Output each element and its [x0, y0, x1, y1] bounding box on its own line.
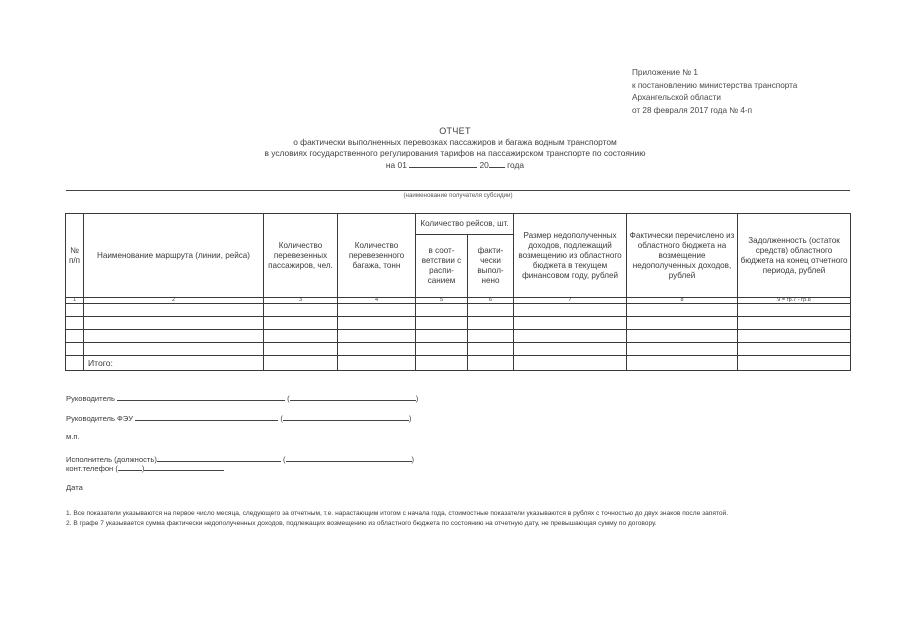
col-number-7: 7	[514, 298, 627, 304]
signature-head-fzu	[66, 413, 411, 423]
table-cell[interactable]	[514, 317, 627, 330]
table-cell[interactable]	[627, 356, 738, 371]
table-cell[interactable]	[338, 317, 416, 330]
footnotes	[66, 509, 846, 529]
report-date-year-prefix: 20	[479, 160, 489, 170]
table-cell[interactable]	[416, 330, 468, 343]
signature-head-line[interactable]	[117, 393, 285, 401]
col-header-lost-income: Размер недополученных доходов, подлежащий возмещению из областного бюджета в текущем финансовом году, рублей	[514, 214, 627, 298]
paren-close: )	[141, 464, 145, 473]
col-number-8: 8	[627, 298, 738, 304]
col-header-route: Наименование маршрута (линии, рейса)	[84, 214, 264, 298]
table-cell[interactable]	[66, 317, 84, 330]
report-date-prefix: на 01	[385, 160, 407, 170]
col-number-1: 1	[66, 298, 84, 304]
table-cell[interactable]	[627, 317, 738, 330]
report-title-line-2: в условиях государственного регулирования тарифов на пассажирском транспорте по состоянию	[264, 148, 646, 158]
table-cell[interactable]	[416, 343, 468, 356]
table-total-row	[66, 356, 851, 371]
table-cell[interactable]	[514, 330, 627, 343]
report-date-line	[150, 159, 760, 171]
col-number-9: 9 = гр.7 - гр.8	[738, 298, 851, 304]
table-cell[interactable]	[627, 304, 738, 317]
date-label: Дата	[66, 483, 83, 492]
table-cell[interactable]	[66, 304, 84, 317]
appendix-line-4: от 28 февраля 2017 года № 4-п	[632, 105, 753, 115]
phone-code-line[interactable]	[118, 463, 142, 471]
col-header-baggage: Количество перевезенного багажа, тонн	[338, 214, 416, 298]
table-row	[66, 343, 851, 356]
paren-open: (	[282, 455, 286, 464]
table-row	[66, 330, 851, 343]
table-cell[interactable]	[84, 343, 264, 356]
footnote-1: 1. Все показатели указываются на первое число месяца, следующего за отчетным, т.е. нарастающим итогом с начала года, стоимостные показатели указываются в рублях с точностью до двух знаков после запятой.	[66, 510, 729, 517]
report-table	[65, 213, 851, 371]
table-cell[interactable]	[627, 330, 738, 343]
table-cell[interactable]	[468, 356, 514, 371]
signature-head-label: Руководитель	[66, 394, 115, 403]
appendix-line-2: к постановлению министерства транспорта	[632, 80, 798, 90]
appendix-line-3: Архангельской области	[632, 93, 721, 103]
table-cell[interactable]	[514, 356, 627, 371]
appendix-reference	[632, 67, 797, 117]
col-header-debt: Задолженность (остаток средств) областного бюджета на конец отчетного периода, рублей	[738, 214, 851, 298]
signature-executor-name-line[interactable]	[286, 454, 412, 462]
recipient-line[interactable]	[66, 190, 850, 191]
table-cell[interactable]	[264, 330, 338, 343]
col-header-trips-scheduled: в соот-ветствии с распи-санием	[416, 235, 468, 298]
signature-executor-label: Исполнитель (должность)	[66, 455, 157, 464]
table-cell[interactable]	[84, 330, 264, 343]
col-number-5: 5	[416, 298, 468, 304]
report-title-line-1: о фактически выполненных перевозках пассажиров и багажа водным транспортом	[293, 137, 617, 147]
table-cell[interactable]	[66, 356, 84, 371]
table-cell[interactable]	[738, 356, 851, 371]
table-cell[interactable]	[738, 317, 851, 330]
table-cell[interactable]	[416, 304, 468, 317]
table-cell[interactable]	[416, 317, 468, 330]
table-cell[interactable]	[338, 330, 416, 343]
table-row	[66, 317, 851, 330]
table-cell[interactable]	[338, 304, 416, 317]
total-label: Итого:	[84, 356, 264, 371]
table-cell[interactable]	[84, 317, 264, 330]
table-cell[interactable]	[738, 343, 851, 356]
table-cell[interactable]	[514, 343, 627, 356]
table-cell[interactable]	[416, 356, 468, 371]
signature-head	[66, 393, 418, 403]
table-cell[interactable]	[264, 356, 338, 371]
col-number-4: 4	[338, 298, 416, 304]
footnote-2: 2. В графе 7 указывается сумма фактически недополученных доходов, подлежащих возмещению из областного бюджета по состоянию на отчетную дату, не превышающая сумму по договору.	[66, 520, 657, 528]
signature-head-fzu-label: Руководитель ФЭУ	[66, 414, 134, 423]
signature-head-name-line[interactable]	[290, 393, 416, 401]
table-cell[interactable]	[84, 304, 264, 317]
report-heading: ОТЧЕТ	[439, 126, 471, 136]
report-date-year-blank[interactable]	[489, 159, 505, 168]
table-cell[interactable]	[66, 343, 84, 356]
table-cell[interactable]	[468, 304, 514, 317]
table-cell[interactable]	[468, 330, 514, 343]
table-cell[interactable]	[738, 330, 851, 343]
phone-number-line[interactable]	[141, 463, 224, 473]
table-cell[interactable]	[66, 330, 84, 343]
signature-executor-line[interactable]	[157, 454, 281, 462]
table-cell[interactable]	[627, 343, 738, 356]
report-date-suffix: года	[507, 160, 525, 170]
col-header-passengers: Количество перевезенных пассажиров, чел.	[264, 214, 338, 298]
paren-close: )	[408, 414, 412, 423]
stamp-place: м.п.	[66, 432, 80, 441]
report-title-block	[150, 125, 760, 171]
table-cell[interactable]	[738, 304, 851, 317]
table-cell[interactable]	[264, 317, 338, 330]
paren-close: )	[411, 455, 415, 464]
col-number-3: 3	[264, 298, 338, 304]
report-date-blank[interactable]	[409, 159, 477, 168]
col-number-2: 2	[84, 298, 264, 304]
col-number-6: 6	[468, 298, 514, 304]
table-row	[66, 304, 851, 317]
col-header-trips: Количество рейсов, шт.	[416, 214, 514, 235]
table-cell[interactable]	[338, 343, 416, 356]
col-header-number: № п/п	[66, 214, 84, 298]
paren-close: )	[415, 394, 419, 403]
table-cell[interactable]	[514, 304, 627, 317]
signature-head-fzu-name-line[interactable]	[283, 413, 409, 421]
col-header-trips-actual: факти-чески выпол-нено	[468, 235, 514, 298]
appendix-line-1: Приложение № 1	[632, 68, 698, 77]
table-cell[interactable]	[468, 343, 514, 356]
contact-phone-label: конт.телефон (	[66, 464, 118, 473]
signature-head-fzu-line[interactable]	[135, 413, 278, 421]
table-cell[interactable]	[468, 317, 514, 330]
recipient-caption: (наименование получателя субсидии)	[403, 192, 513, 199]
contact-phone	[66, 463, 224, 473]
table-cell[interactable]	[264, 343, 338, 356]
paren-open: (	[287, 394, 290, 403]
col-header-transferred: Фактически перечислено из областного бюджета на возмещение недополученных доходов, рублей	[627, 214, 738, 298]
table-cell[interactable]	[264, 304, 338, 317]
paren-open: (	[280, 414, 283, 423]
table-cell[interactable]	[338, 356, 416, 371]
